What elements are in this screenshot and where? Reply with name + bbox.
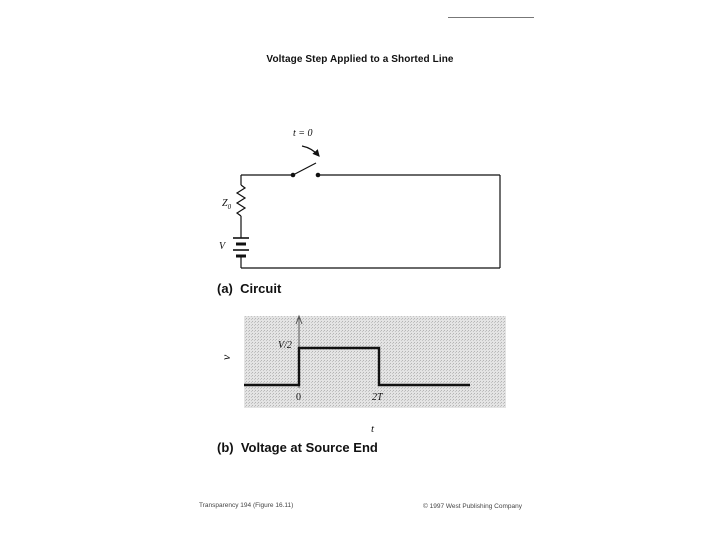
switch-label: t = 0	[293, 128, 313, 139]
pulse-label: V/2	[278, 340, 292, 351]
resistor-label-subscript: 0	[227, 203, 232, 211]
y-axis-label: v	[219, 354, 234, 361]
source-label: V	[219, 241, 226, 252]
circuit-caption: (a) Circuit	[217, 281, 282, 296]
resistor-label-main: Z	[222, 198, 228, 209]
page-title: Voltage Step Applied to a Shorted Line	[266, 54, 454, 65]
tick-label-2T: 2T	[372, 392, 383, 403]
plot-caption: (b) Voltage at Source End	[217, 440, 378, 455]
footer-right: © 1997 West Publishing Company	[423, 503, 522, 510]
x-axis-label: t	[371, 423, 375, 435]
footer-left: Transparency 194 (Figure 16.11)	[199, 502, 294, 509]
tick-label-0: 0	[296, 392, 301, 403]
